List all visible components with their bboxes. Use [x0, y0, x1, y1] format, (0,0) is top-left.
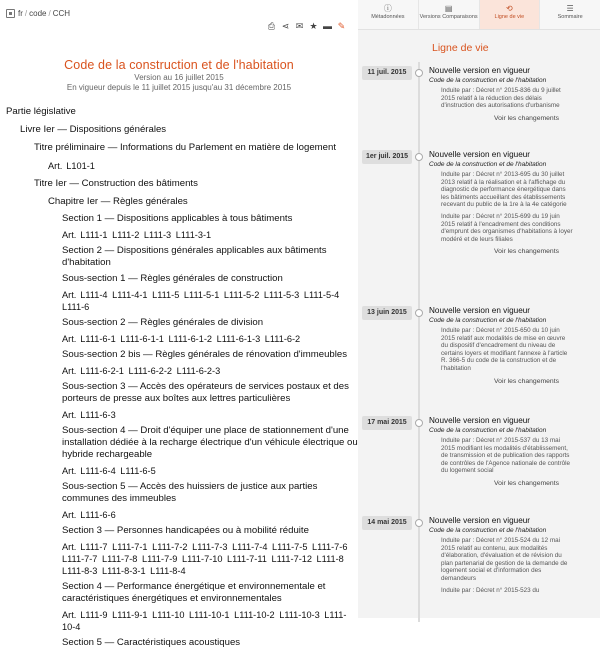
- toc-sec-link[interactable]: Section 2 — Dispositions générales applicables aux bâtiments d'habitation: [62, 245, 327, 268]
- document-toolbar: [267, 22, 346, 31]
- timeline-dot: [415, 153, 423, 161]
- toc-sec-link[interactable]: Section 5 — Caractéristiques acoustiques: [62, 637, 241, 648]
- entry-subtitle: Code de la construction et de l'habitation: [429, 527, 547, 534]
- page-title: Code de la construction et de l'habitation: [64, 58, 294, 72]
- toc-sec-link[interactable]: Sous-section 2 — Règles générales de division: [62, 317, 264, 328]
- history-icon: ⟲: [506, 4, 513, 13]
- article-row: [0, 365, 358, 377]
- entry-title: Nouvelle version en vigueur: [429, 306, 531, 315]
- tab-label: Ligne de vie: [494, 14, 525, 20]
- article-link[interactable]: L111-10-4: [62, 610, 347, 632]
- timeline-dot: [415, 519, 423, 527]
- article-link[interactable]: L111-7-6: [312, 542, 348, 552]
- document-header: [0, 58, 358, 92]
- article-row: [0, 229, 358, 241]
- tab-versions[interactable]: [419, 0, 480, 29]
- article-link[interactable]: L111-3-1: [175, 230, 212, 240]
- article-label: Art.: [62, 466, 77, 476]
- article-label: Art.: [62, 366, 77, 376]
- timeline-date[interactable]: 11 juil. 2015: [362, 66, 412, 80]
- article-label: Art.: [48, 161, 63, 171]
- entry-cause: Induite par : Décret n° 2015-523 du: [441, 586, 540, 594]
- article-link[interactable]: L111-5-1: [183, 290, 220, 300]
- article-row: [0, 509, 358, 521]
- article-link[interactable]: L101-1: [66, 161, 95, 171]
- article-link[interactable]: L111-10-2: [234, 610, 275, 620]
- article-row: [0, 541, 358, 577]
- article-link[interactable]: L111-6-3: [80, 410, 116, 420]
- article-link[interactable]: L111-9: [80, 610, 108, 620]
- article-link[interactable]: L111-6-6: [80, 510, 116, 520]
- article-link[interactable]: L111-6-2-2: [128, 366, 173, 376]
- toc-sec-link[interactable]: Sous-section 3 — Accès des opérateurs de services postaux et des porteurs de presse aux boîtes aux lettres particulières: [62, 381, 349, 404]
- entry-body: [441, 327, 573, 377]
- article-link[interactable]: L111-6-2: [264, 334, 301, 344]
- article-link[interactable]: L111-7-3: [192, 542, 228, 552]
- mail-icon[interactable]: ✉: [295, 21, 304, 31]
- toc-titre-link[interactable]: Titre préliminaire — Informations du Parlement en matière de logement: [34, 142, 336, 153]
- timeline-date[interactable]: 14 mai 2015: [362, 516, 412, 530]
- article-row: [0, 465, 358, 477]
- article-link[interactable]: L111-6-2-1: [80, 366, 124, 376]
- timeline-dot: [415, 419, 423, 427]
- article-link[interactable]: L111-10: [152, 610, 185, 620]
- tab-list[interactable]: [540, 0, 600, 29]
- toc-sec-link[interactable]: Sous-section 5 — Accès des huissiers de justice aux parties communes des immeubles: [62, 481, 318, 504]
- article-link[interactable]: L111-5-4: [303, 290, 340, 300]
- folder-icon[interactable]: ▬: [323, 21, 332, 31]
- entry-cause: Induite par : Décret n° 2015-650 du 10 juin 2015 relatif aux modalités de mise en œuvre du dispositif d'encadrement du niveau de certains loyers et modifiant l'annexe à l'article R. 366-5 du code de la construction et de l'habitation: [441, 327, 568, 372]
- tab-info[interactable]: [358, 0, 419, 29]
- article-link[interactable]: L111-6-2-3: [176, 366, 221, 376]
- article-link[interactable]: L111-7-5: [272, 542, 308, 552]
- entry-body: [441, 171, 573, 247]
- breadcrumb-separator: /: [24, 8, 28, 18]
- view-changes-link[interactable]: Voir les changements: [494, 115, 559, 122]
- entry-title: Nouvelle version en vigueur: [429, 516, 531, 525]
- article-link[interactable]: L111-7-4: [232, 542, 268, 552]
- entry-body: [441, 537, 573, 598]
- share-icon[interactable]: ⋖: [281, 21, 290, 31]
- panel-tabs: [358, 0, 600, 30]
- article-label: Art.: [62, 290, 77, 300]
- article-link[interactable]: L111-6-1-1: [120, 334, 164, 344]
- timeline-dot: [415, 69, 423, 77]
- article-row: [0, 289, 358, 313]
- entry-subtitle: Code de la construction et de l'habitation: [429, 317, 547, 324]
- article-label: Art.: [62, 230, 77, 240]
- document-validity: En vigueur depuis le 11 juillet 2015 jusqu'au 31 décembre 2015: [66, 83, 292, 92]
- view-changes-link[interactable]: Voir les changements: [494, 480, 559, 487]
- edit-icon[interactable]: ✎: [337, 21, 346, 31]
- breadcrumb-item[interactable]: fr: [18, 8, 23, 18]
- list-icon: ☰: [566, 4, 574, 13]
- entry-body: [441, 87, 573, 114]
- tab-label: Métadonnées: [371, 14, 405, 20]
- article-link[interactable]: L111-9-1: [112, 610, 148, 620]
- toc-sec-link[interactable]: Section 4 — Performance énergétique et environnementale et caractéristiques énergétiques et environnementales: [62, 581, 326, 604]
- timeline-date[interactable]: 1er juil. 2015: [362, 150, 412, 164]
- article-link[interactable]: L111-10-1: [189, 610, 230, 620]
- article-link[interactable]: L111-8-4: [150, 566, 186, 576]
- breadcrumb-item[interactable]: code: [29, 8, 47, 18]
- star-icon[interactable]: ★: [309, 21, 318, 31]
- document-version: Version au 16 juillet 2015: [134, 73, 224, 82]
- entry-title: Nouvelle version en vigueur: [429, 416, 531, 425]
- article-link[interactable]: L111-8-3: [62, 566, 98, 576]
- timeline-dot: [415, 309, 423, 317]
- article-link[interactable]: L111-6-5: [120, 466, 156, 476]
- article-row: [0, 160, 358, 172]
- article-label: Art.: [62, 410, 77, 420]
- tab-label: Versions Comparaisons: [419, 14, 478, 20]
- print-icon[interactable]: ⎙: [267, 21, 276, 31]
- article-row: [0, 333, 358, 345]
- article-link[interactable]: L111-8-3-1: [101, 566, 146, 576]
- view-changes-link[interactable]: Voir les changements: [494, 248, 559, 255]
- table-of-contents: [0, 106, 358, 649]
- article-link[interactable]: L111-7-10: [181, 554, 223, 564]
- entry-cause: Induite par : Décret n° 2013-695 du 30 juillet 2013 relatif à la réalisation et à l'affichage du diagnostic de performance énergétique dans les bâtiments accueillant des établissements recevant du public de la 1re à la 4e catégorie: [441, 171, 567, 209]
- entry-cause: Induite par : Décret n° 2015-836 du 9 juillet 2015 relatif à la réduction des délais d'instruction des autorisations d'urbanisme: [441, 87, 561, 110]
- article-label: Art.: [62, 542, 77, 552]
- toc-sec-link[interactable]: Section 3 — Personnes handicapées ou à mobilité réduite: [62, 525, 309, 536]
- article-link[interactable]: L111-2: [112, 230, 140, 240]
- timeline-heading: Ligne de vie: [432, 42, 489, 54]
- article-link[interactable]: L111-7-2: [152, 542, 188, 552]
- article-label: Art.: [62, 334, 77, 344]
- article-label: Art.: [62, 510, 77, 520]
- toc-titre-link[interactable]: Titre Ier — Construction des bâtiments: [34, 178, 198, 189]
- tab-history[interactable]: [480, 0, 541, 29]
- article-link[interactable]: L111-6: [62, 302, 90, 312]
- entry-body: [441, 437, 573, 479]
- timeline-date[interactable]: 17 mai 2015: [362, 416, 412, 430]
- article-link[interactable]: L111-5-3: [263, 290, 300, 300]
- article-label: Art.: [62, 610, 77, 620]
- entry-title: Nouvelle version en vigueur: [429, 66, 531, 75]
- toc-sec-link[interactable]: Sous-section 2 bis — Règles générales de rénovation d'immeubles: [62, 349, 348, 360]
- article-link[interactable]: L111-5-2: [223, 290, 260, 300]
- article-link[interactable]: L111-6-1-3: [216, 334, 261, 344]
- article-link[interactable]: L111-7-8: [101, 554, 138, 564]
- toc-part-link[interactable]: Partie législative: [6, 106, 76, 117]
- entry-cause: Induite par : Décret n° 2015-524 du 12 mai 2015 relatif au contenu, aux modalités d'élaboration, d'évaluation et de révision du plan partenarial de gestion de la demande de logement social et d'information des demandeurs: [441, 537, 568, 582]
- article-link[interactable]: L111-1: [80, 230, 108, 240]
- article-link[interactable]: L111-7-12: [271, 554, 312, 564]
- entry-subtitle: Code de la construction et de l'habitation: [429, 161, 547, 168]
- entry-cause: Induite par : Décret n° 2015-699 du 19 juin 2015 relatif à l'encadrement des conditions d'emprunt des organismes d'habitations à loyer modéré et de leurs filiales: [441, 212, 573, 243]
- article-link[interactable]: L111-7: [80, 542, 108, 552]
- article-link[interactable]: L111-6-1: [80, 334, 116, 344]
- toc-sec-link[interactable]: Sous-section 4 — Droit d'équiper une place de stationnement d'une installation dédiée à la recharge électrique d'un véhicule électrique ou hybride rechargeable: [62, 425, 358, 460]
- toc-sec-link[interactable]: Section 1 — Dispositions applicables à tous bâtiments: [62, 213, 293, 224]
- toc-livre-link[interactable]: Livre Ier — Dispositions générales: [20, 124, 167, 135]
- article-link[interactable]: L111-5: [152, 290, 180, 300]
- article-link[interactable]: L111-6-1-2: [168, 334, 213, 344]
- versions-icon: ▤: [444, 4, 453, 13]
- timeline-panel: [358, 0, 600, 618]
- article-link[interactable]: L111-8: [316, 554, 344, 564]
- article-link[interactable]: L111-7-9: [141, 554, 178, 564]
- article-link[interactable]: L111-4-1: [112, 290, 148, 300]
- article-link[interactable]: L111-4: [80, 290, 108, 300]
- entry-subtitle: Code de la construction et de l'habitation: [429, 77, 547, 84]
- article-link[interactable]: L111-7-11: [227, 554, 267, 564]
- article-row: [0, 409, 358, 421]
- article-row: [0, 609, 358, 633]
- timeline-date[interactable]: 13 juin 2015: [362, 306, 412, 320]
- toc-chap-link[interactable]: Chapitre Ier — Règles générales: [48, 196, 188, 207]
- breadcrumb-separator: /: [48, 8, 51, 18]
- view-changes-link[interactable]: Voir les changements: [494, 378, 559, 385]
- article-link[interactable]: L111-7-1: [112, 542, 148, 552]
- entry-title: Nouvelle version en vigueur: [429, 150, 531, 159]
- article-link[interactable]: L111-3: [143, 230, 172, 240]
- entry-cause: Induite par : Décret n° 2015-537 du 13 mai 2015 modifiant les modalités d'établissement, de transmission et de publication des rapports de contrôles de l'Agence nationale de contrôle du logement social: [441, 437, 570, 475]
- article-link[interactable]: L111-7-7: [62, 554, 98, 564]
- timeline-axis: [418, 62, 420, 622]
- tab-label: Sommaire: [557, 14, 583, 20]
- info-icon: ⓘ: [383, 4, 392, 13]
- breadcrumb-item[interactable]: CCH: [52, 8, 71, 18]
- toc-sec-link[interactable]: Sous-section 1 — Règles générales de construction: [62, 273, 283, 284]
- entry-subtitle: Code de la construction et de l'habitation: [429, 427, 547, 434]
- article-link[interactable]: L111-10-3: [279, 610, 320, 620]
- home-icon[interactable]: [6, 9, 15, 18]
- article-link[interactable]: L111-6-4: [80, 466, 116, 476]
